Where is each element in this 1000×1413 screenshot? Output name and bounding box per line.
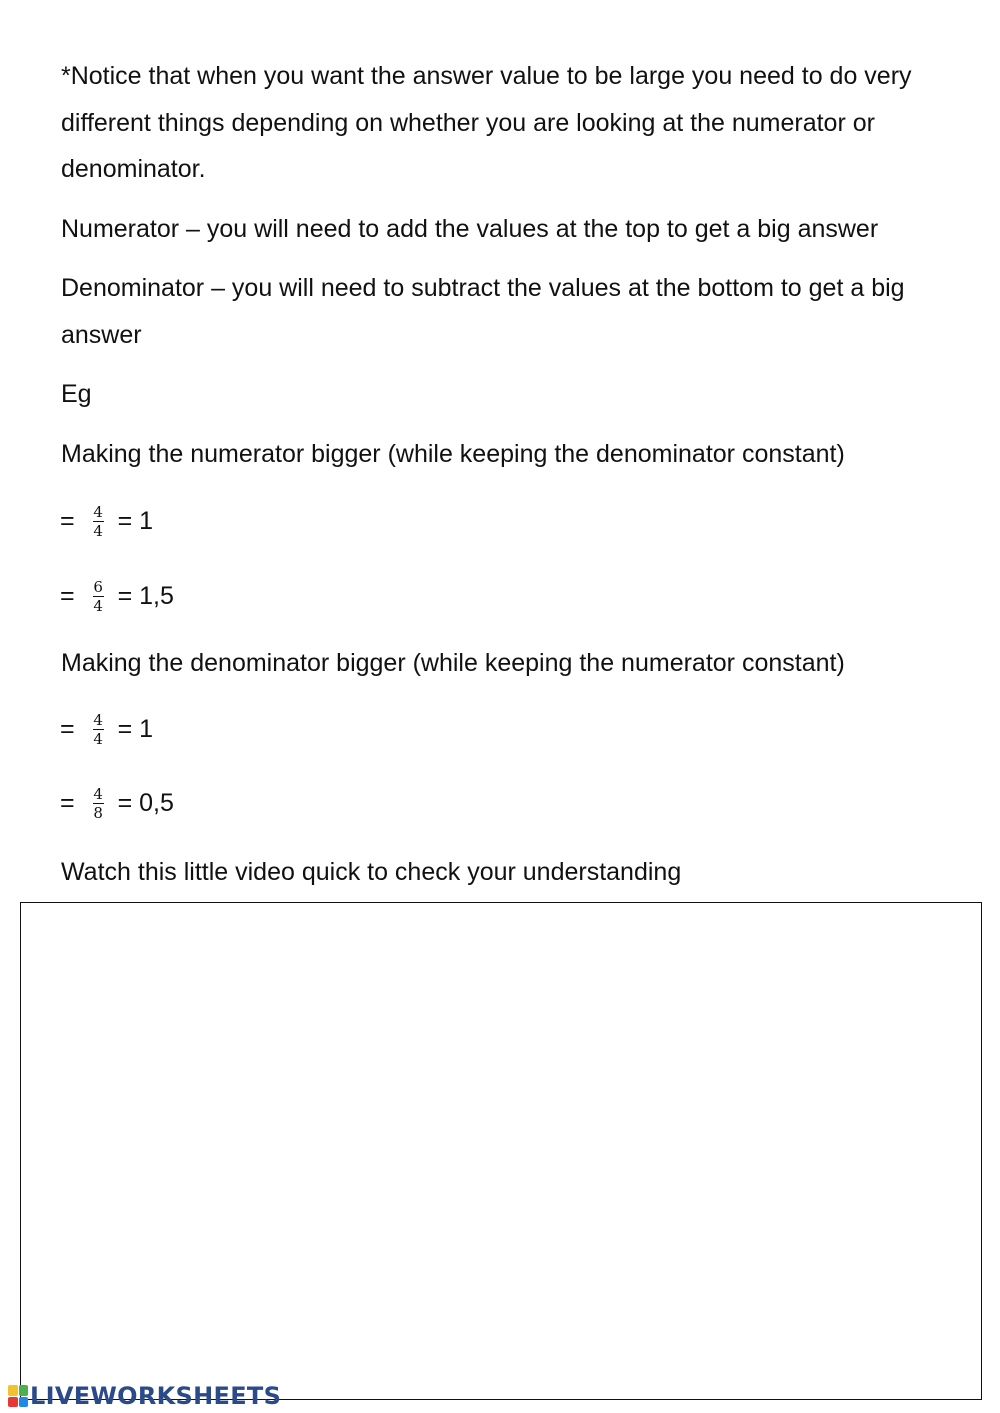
fraction-numerator: 6 <box>93 577 103 596</box>
denominator-explanation: Denominator – you will need to subtract the values at the bottom to get a big answer <box>61 274 905 349</box>
fraction-denominator: 8 <box>93 803 103 822</box>
equation-1 <box>60 496 153 546</box>
video-embed-frame[interactable] <box>20 902 982 1400</box>
fraction <box>93 579 104 614</box>
equation-2 <box>60 571 174 621</box>
numerator-heading: Making the numerator bigger (while keeping the denominator constant) <box>61 440 845 468</box>
denominator-heading: Making the denominator bigger (while keeping the numerator constant) <box>61 649 845 677</box>
fraction <box>93 504 104 539</box>
numerator-explanation: Numerator – you will need to add the values at the top to get a big answer <box>61 215 879 243</box>
logo-text: LIVEWORKSHEETS <box>30 1382 282 1410</box>
equation-result: = 1 <box>117 714 154 743</box>
equals-sign: = <box>60 788 75 817</box>
equation-result: = 1 <box>117 506 154 535</box>
fraction-denominator: 4 <box>93 521 103 540</box>
equation-4 <box>60 778 174 828</box>
notice-paragraph: *Notice that when you want the answer value to be large you need to do very different things depending on whether you are looking at the numerator or denominator. <box>61 62 912 183</box>
fraction-denominator: 4 <box>93 596 103 615</box>
fraction-numerator: 4 <box>93 784 103 803</box>
video-prompt: Watch this little video quick to check your understanding <box>61 858 682 886</box>
equals-sign: = <box>60 581 75 610</box>
equation-result: = 0,5 <box>117 788 174 817</box>
equals-sign: = <box>60 714 75 743</box>
equation-3 <box>60 704 153 754</box>
fraction-denominator: 4 <box>93 729 103 748</box>
equation-result: = 1,5 <box>117 581 174 610</box>
logo-mark-icon <box>8 1385 28 1407</box>
fraction <box>93 712 104 747</box>
fraction-numerator: 4 <box>93 502 103 521</box>
fraction-numerator: 4 <box>93 710 103 729</box>
fraction <box>93 786 104 821</box>
example-label: Eg <box>61 380 92 408</box>
equals-sign: = <box>60 506 75 535</box>
liveworksheets-logo <box>8 1381 281 1411</box>
